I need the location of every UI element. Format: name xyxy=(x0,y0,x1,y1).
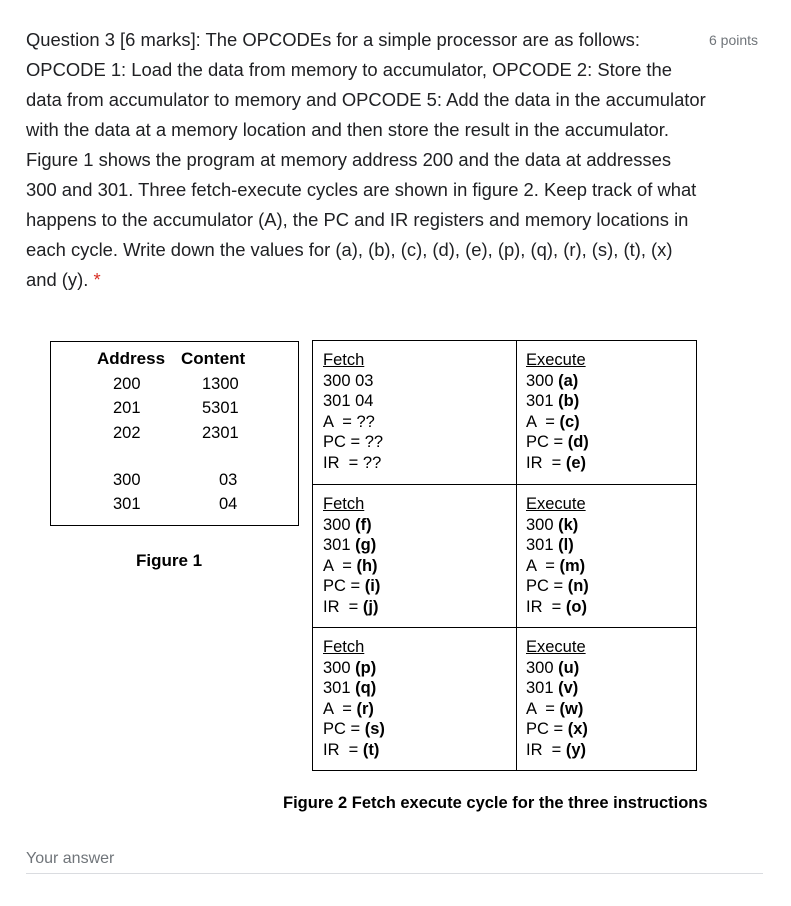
blank-l: (l) xyxy=(558,536,574,554)
cycle1-execute-cell xyxy=(526,350,589,473)
ir-line: IR = (o) xyxy=(526,597,587,616)
mem301-line: 301 (l) xyxy=(526,536,574,554)
header-address: Address xyxy=(97,349,166,368)
fetch-header: Fetch xyxy=(323,495,365,513)
blank-d: (d) xyxy=(567,433,589,451)
blank-u: (u) xyxy=(558,658,580,677)
blank-y: (y) xyxy=(565,740,587,759)
row-divider xyxy=(313,627,696,628)
pc-line: PC = (n) xyxy=(526,577,589,595)
blank-p: (p) xyxy=(355,658,377,677)
blank-n: (n) xyxy=(567,577,589,595)
points-label: 6 points xyxy=(709,32,759,48)
ir-line: IR = (y) xyxy=(526,740,587,759)
accumulator-line: A = (c) xyxy=(526,412,580,431)
mem300-line: 300 (u) xyxy=(526,658,580,677)
blank-c: (c) xyxy=(559,412,580,431)
address-cell: 300 xyxy=(113,471,141,489)
mem300-line: 300 03 xyxy=(323,371,374,390)
execute-header: Execute xyxy=(526,638,586,656)
pc-line: PC = (x) xyxy=(526,720,588,738)
row-divider xyxy=(313,484,696,485)
blank-e: (e) xyxy=(565,453,587,472)
blank-f: (f) xyxy=(355,515,372,534)
cycle3-fetch-cell xyxy=(323,637,385,760)
header-content: Content xyxy=(181,349,246,368)
address-cell: 201 xyxy=(113,399,141,417)
blank-k: (k) xyxy=(558,515,579,534)
pc-line: PC = (i) xyxy=(323,577,381,595)
address-cell: 200 xyxy=(113,375,141,393)
pc-line: PC = ?? xyxy=(323,433,384,451)
blank-w: (w) xyxy=(559,699,584,718)
mem301-line: 301 (q) xyxy=(323,679,377,697)
execute-header: Execute xyxy=(526,495,586,513)
required-asterisk: * xyxy=(93,269,101,290)
blank-q: (q) xyxy=(355,679,377,697)
ir-line: IR = (t) xyxy=(323,740,380,759)
ir-value: ?? xyxy=(362,453,382,472)
mem300-line: 300 (p) xyxy=(323,658,377,677)
figure1-table xyxy=(50,341,299,526)
mem300-line: 300 (k) xyxy=(526,515,579,534)
fetch-header: Fetch xyxy=(323,351,365,369)
blank-i: (i) xyxy=(364,577,381,595)
question-text xyxy=(26,25,706,295)
content-cell: 03 xyxy=(219,471,238,489)
blank-m: (m) xyxy=(559,556,586,575)
blank-s: (s) xyxy=(364,720,385,738)
blank-o: (o) xyxy=(565,597,587,616)
address-cell: 202 xyxy=(113,424,141,442)
ir-line: IR = ?? xyxy=(323,453,382,472)
blank-b: (b) xyxy=(558,392,580,410)
cycle1-fetch-cell xyxy=(323,350,383,473)
answer-input[interactable] xyxy=(26,845,763,874)
blank-r: (r) xyxy=(356,699,374,718)
accumulator-line: A = (h) xyxy=(323,556,378,575)
blank-v: (v) xyxy=(558,679,579,697)
content-cell: 04 xyxy=(219,495,238,513)
ir-line: IR = (e) xyxy=(526,453,587,472)
column-divider xyxy=(516,341,517,770)
address-cell: 301 xyxy=(113,495,141,513)
fetch-header: Fetch xyxy=(323,638,365,656)
figure1-caption: Figure 1 xyxy=(136,551,203,570)
cycle3-execute-cell xyxy=(526,637,588,760)
cycle2-fetch-cell xyxy=(323,494,380,617)
pc-line: PC = (s) xyxy=(323,720,385,738)
a-value: ?? xyxy=(356,412,375,431)
mem301-line: 301 (b) xyxy=(526,392,580,410)
content-cell: 1300 xyxy=(202,375,239,393)
cycle2-execute-cell xyxy=(526,494,589,617)
execute-header: Execute xyxy=(526,351,586,369)
blank-j: (j) xyxy=(362,597,379,616)
accumulator-line: A = ?? xyxy=(323,412,375,431)
content-cell: 2301 xyxy=(202,424,239,442)
mem301-line: 301 04 xyxy=(323,392,374,410)
content-cell: 5301 xyxy=(202,399,239,417)
blank-h: (h) xyxy=(356,556,378,575)
blank-g: (g) xyxy=(355,536,377,554)
figure2-table xyxy=(312,340,697,771)
mem300-line: 300 (f) xyxy=(323,515,372,534)
pc-line: PC = (d) xyxy=(526,433,589,451)
accumulator-line: A = (w) xyxy=(526,699,584,718)
accumulator-line: A = (m) xyxy=(526,556,586,575)
pc-value: ?? xyxy=(364,433,384,451)
ir-line: IR = (j) xyxy=(323,597,379,616)
mem300-line: 300 (a) xyxy=(526,371,579,390)
accumulator-line: A = (r) xyxy=(323,699,374,718)
figure2-caption: Figure 2 Fetch execute cycle for the three instructions xyxy=(283,794,708,812)
blank-x: (x) xyxy=(567,720,588,738)
question-body: Question 3 [6 marks]: The OPCODEs for a simple processor are as follows: OPCODE 1: Load the data from memory to accumulator, OPCODE 2: Store the data from accumulator to memory and OPCODE 5: Add the data in the accumulator with the data at a memory location and then store the result in the accumulator. Figure 1 shows the program at memory address 200 and the data at addresses 300 and 301. Three fetch-execute cycles are shown in figure 2. Keep track of what happens to the accumulator (A), the PC and IR registers and memory locations in each cycle. Write down the values for (a), (b), (c), (d), (e), (p), (q), (r), (s), (t), (x) and (y). xyxy=(26,29,706,290)
blank-a: (a) xyxy=(558,371,579,390)
mem301-line: 301 (g) xyxy=(323,536,377,554)
mem301-line: 301 (v) xyxy=(526,679,579,697)
blank-t: (t) xyxy=(362,740,380,759)
